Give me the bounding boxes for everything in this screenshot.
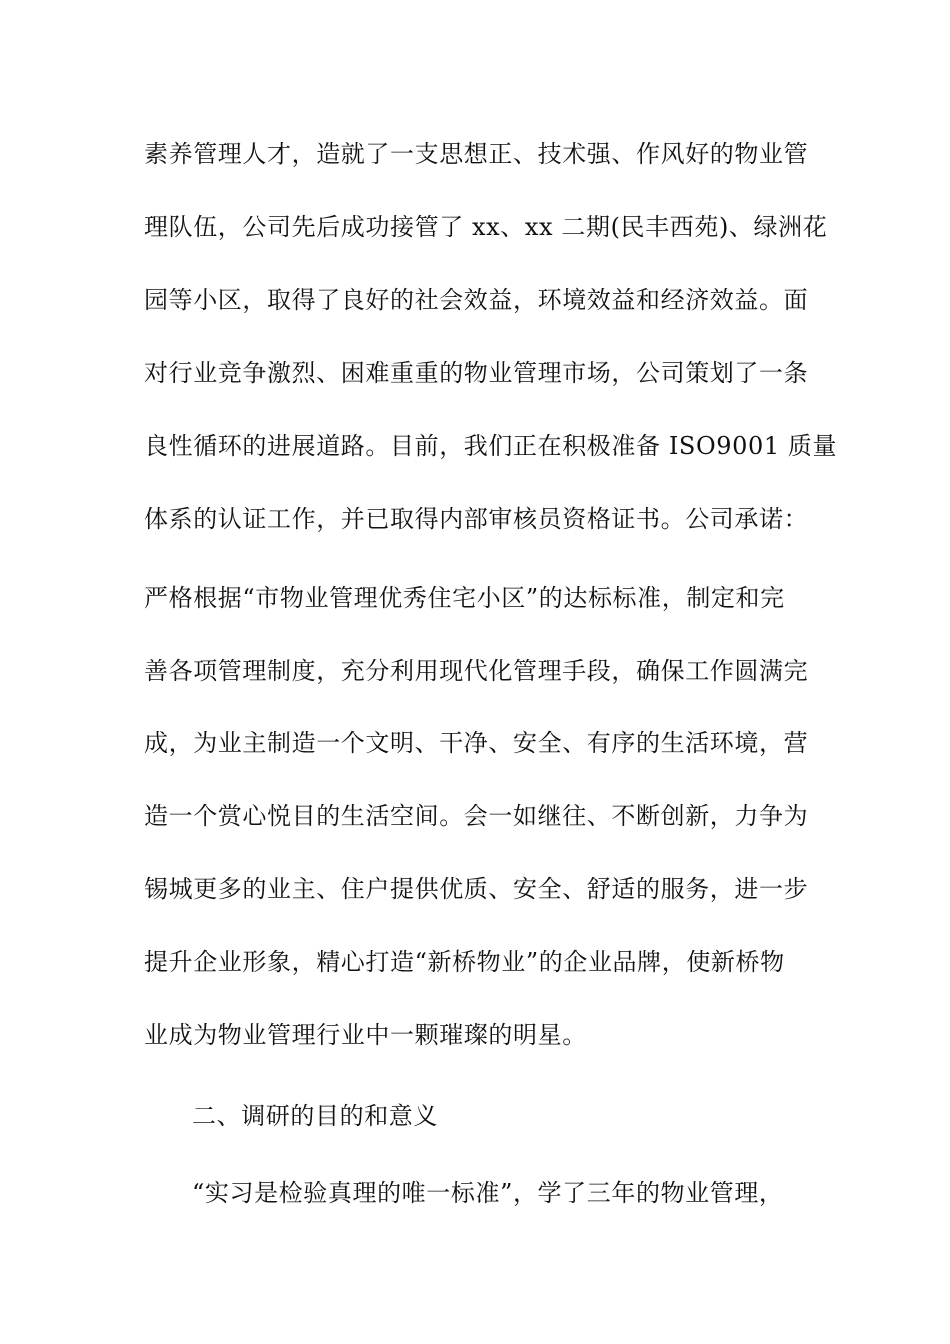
body-text-line: 造一个赏心悦目的生活空间。会一如继往、不断创新，力争为: [144, 802, 809, 830]
body-text-line: “实习是检验真理的唯一标准”，学了三年的物业管理，: [192, 1179, 784, 1207]
body-text-line: 理队伍，公司先后成功接管了 xx、xx 二期(民丰西苑)、绿洲花: [144, 213, 828, 241]
body-text-line: 体系的认证工作，并已取得内部审核员资格证书。公司承诺：: [144, 505, 809, 533]
body-text-line: 园等小区，取得了良好的社会效益，环境效益和经济效益。面: [144, 286, 809, 314]
body-text-line: 善各项管理制度，充分利用现代化管理手段，确保工作圆满完: [144, 657, 809, 685]
section-heading: 二、调研的目的和意义: [192, 1102, 438, 1130]
body-text-line: 提升企业形象，精心打造“新桥物业”的企业品牌，使新桥物: [144, 948, 785, 976]
body-text-line: 素养管理人才，造就了一支思想正、技术强、作风好的物业管: [144, 140, 809, 168]
body-text-line: 良性循环的进展道路。目前，我们正在积极准备 ISO9001 质量: [144, 432, 838, 460]
body-text-line: 对行业竞争激烈、困难重重的物业管理市场，公司策划了一条: [144, 359, 809, 387]
body-text-line: 业成为物业管理行业中一颗璀璨的明星。: [144, 1021, 587, 1049]
body-text-line: 严格根据“市物业管理优秀住宅小区”的达标标准，制定和完: [144, 584, 785, 612]
body-text-line: 锡城更多的业主、住户提供优质、安全、舒适的服务，进一步: [144, 875, 809, 903]
body-text-line: 成，为业主制造一个文明、干净、安全、有序的生活环境，营: [144, 729, 809, 757]
